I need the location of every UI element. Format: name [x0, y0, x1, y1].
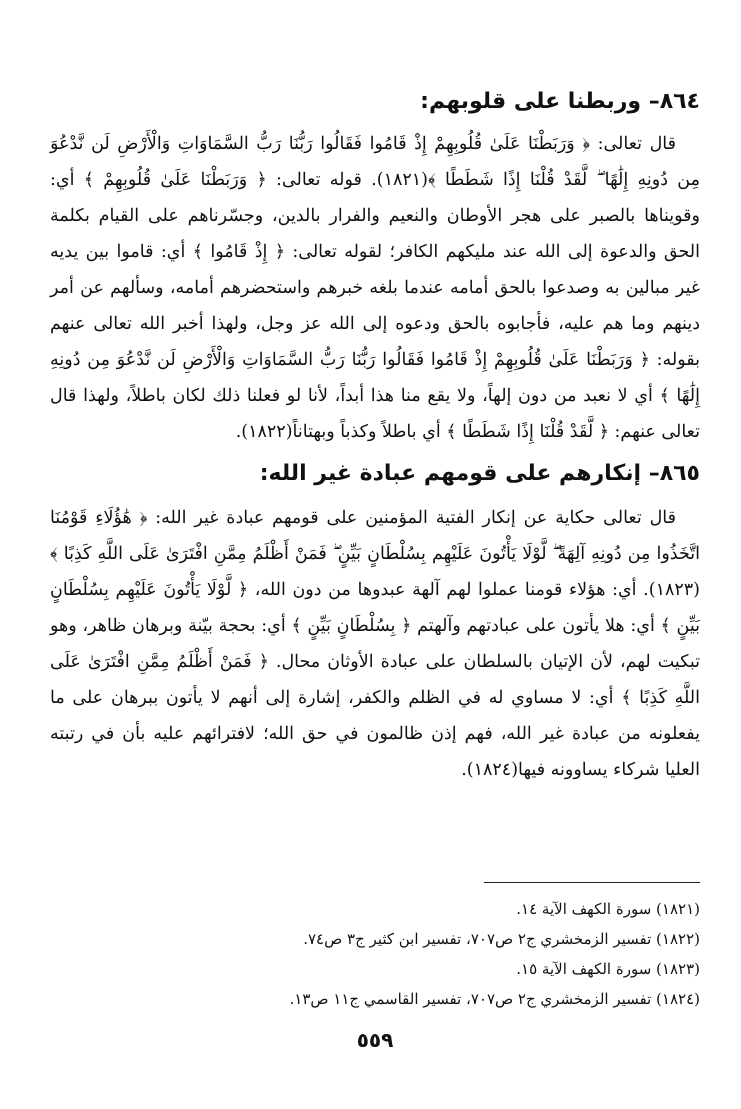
section-864-body — [50, 126, 700, 450]
section-865-paragraph: قال تعالى حكاية عن إنكار الفتية المؤمنين على قومهم عبادة غير الله: ﴿ هَٰؤُلَاءِ قَوْمُنَا اتَّخَذُوا مِن دُونِهِ آلِهَةً ۖ لَّوْلَا يَأْتُونَ عَلَيْهِم بِسُلْطَانٍ بَيِّنٍ ۖ فَمَنْ أَظْلَمُ مِمَّنِ افْتَرَىٰ عَلَى اللَّهِ كَذِبًا ﴾(١٨٢٣). أي: هؤلاء قومنا عملوا لهم آلهة عبدوها من دون الله، ﴿ لَّوْلَا يَأْتُونَ عَلَيْهِم بِسُلْطَانٍ بَيِّنٍ ﴾ أي: هلا يأتون على عبادتهم وآلهتم ﴿ بِسُلْطَانٍ بَيِّنٍ ﴾ أي: بحجة بيّنة وبرهان ظاهر، وهو تبكيت لهم، لأن الإتيان بالسلطان على عبادة الأوثان محال. ﴿ فَمَنْ أَظْلَمُ مِمَّنِ افْتَرَىٰ عَلَى اللَّهِ كَذِبًا ﴾ أي: لا مساوي له في الظلم والكفر، إشارة إلى أنهم لا يأتون ببرهان على ما يفعلونه من عبادة غير الله، فهم إذن ظالمون في حق الله؛ لافترائهم عليه بأن في رتبته العليا شركاء يساوونه فيها(١٨٢٤). — [50, 508, 700, 780]
footnote-1822: (١٨٢٢) تفسير الزمخشري ج٢ ص٧٠٧، تفسير ابن كثير ج٣ ص٧٤. — [303, 930, 700, 948]
section-865-body — [50, 500, 700, 788]
section-864-paragraph: قال تعالى: ﴿ وَرَبَطْنَا عَلَىٰ قُلُوبِهِمْ إِذْ قَامُوا فَقَالُوا رَبُّنَا رَبُّ السَّمَاوَاتِ وَالْأَرْضِ لَن نَّدْعُوَ مِن دُونِهِ إِلَٰهًا ۖ لَّقَدْ قُلْنَا إِذًا شَطَطًا ﴾(١٨٢١). قوله تعالى: ﴿ وَرَبَطْنَا عَلَىٰ قُلُوبِهِمْ ﴾ أي: وقويناها بالصبر على هجر الأوطان والنعيم والفرار بالدين، وجسّرناهم على القيام بكلمة الحق والدعوة إلى الله عند مليكهم الكافر؛ لقوله تعالى: ﴿ إِذْ قَامُوا ﴾ أي: قاموا بين يديه غير مبالين به وصدعوا بالحق أمامه عندما بلغه خبرهم واستحضرهم أمامه، وسألهم عن أمر دينهم وما هم عليه، فأجابوه بالحق ودعوه إلى الله عز وجل، ولهذا أخبر الله تعالى عنهم بقوله: ﴿ وَرَبَطْنَا عَلَىٰ قُلُوبِهِمْ إِذْ قَامُوا فَقَالُوا رَبُّنَا رَبُّ السَّمَاوَاتِ وَالْأَرْضِ لَن نَّدْعُوَ مِن دُونِهِ إِلَٰهًا ﴾ أي لا نعبد من دون إلهاً، ولا يقع منا هذا أبداً، لأنا لو فعلنا ذلك لكان باطلاً، ولهذا قال تعالى عنهم: ﴿ لَّقَدْ قُلْنَا إِذًا شَطَطًا ﴾ أي باطلاً وكذباً وبهتاناً(١٨٢٢). — [50, 134, 700, 442]
footnote-1824: (١٨٢٤) تفسير الزمخشري ج٢ ص٧٠٧، تفسير القاسمي ج١١ ص١٣. — [289, 990, 700, 1008]
section-864-heading: ٨٦٤– وربطنا على قلوبهم: — [420, 89, 700, 114]
section-865-heading: ٨٦٥– إنكارهم على قومهم عبادة غير الله: — [259, 461, 700, 486]
footnotes — [50, 894, 700, 1014]
footnote-1823: (١٨٢٣) سورة الكهف الآية ١٥. — [516, 960, 700, 978]
footnote-1821: (١٨٢١) سورة الكهف الآية ١٤. — [516, 900, 700, 918]
page-number: ٥٥٩ — [356, 1028, 394, 1052]
book-page — [50, 84, 700, 1074]
footnote-separator — [484, 882, 700, 883]
